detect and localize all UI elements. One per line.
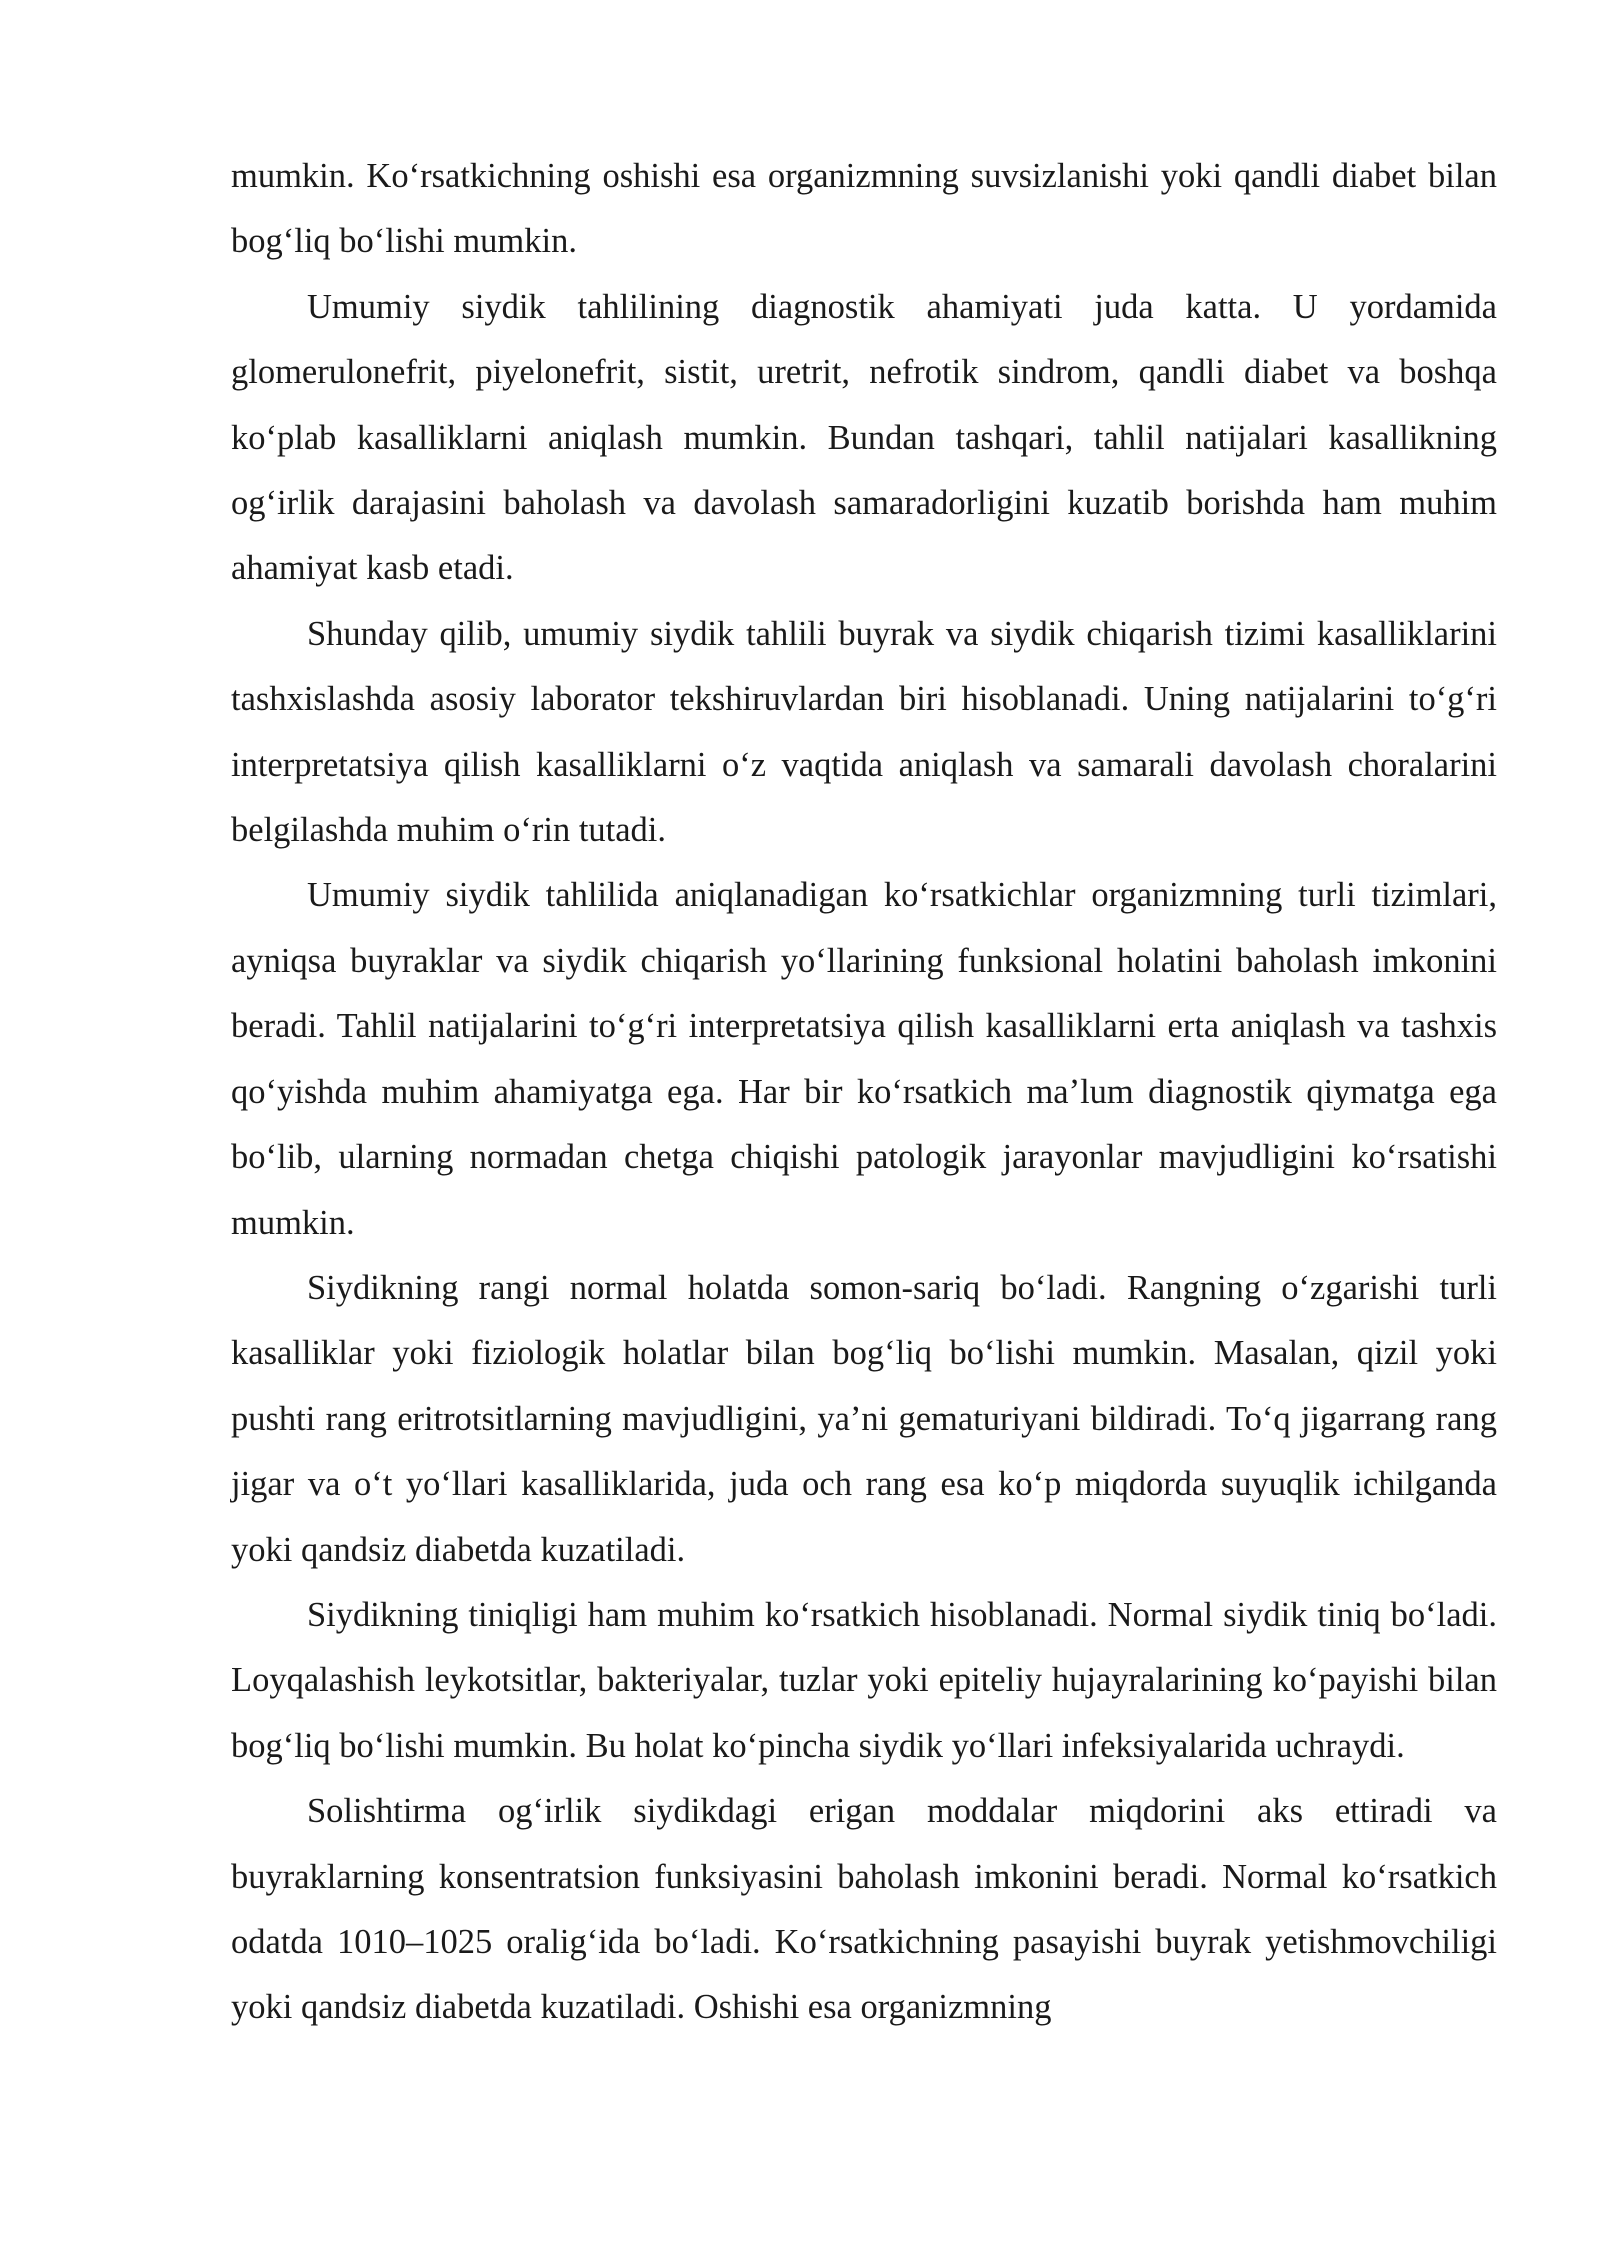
paragraph-urine-clarity: Siydikning tiniqligi ham muhim koʻrsatkich hisoblanadi. Normal siydik tiniq boʻladi. Loyqalashish leykotsitlar, bakteriyalar, tuzlar yoki epiteliy hujayralarining koʻpayishi bilan bogʻliq boʻlishi mumkin. Bu holat koʻpincha siydik yoʻllari infeksiyalarida uchraydi. xyxy=(231,1595,1497,1765)
paragraph-continuation: mumkin. Koʻrsatkichning oshishi esa organizmning suvsizlanishi yoki qandli diabet bilan bogʻliq boʻlishi mumkin. xyxy=(231,157,1497,261)
paragraph-indicators-overview: Umumiy siydik tahlilida aniqlanadigan koʻrsatkichlar organizmning turli tizimlari, ayniqsa buyraklar va siydik chiqarish yoʻllarining funksional holatini baholash imkonini beradi. Tahlil natijalarini toʻgʻri interpretatsiya qilish kasalliklarni erta aniqlash va tashxis qoʻyishda muhim ahamiyatga ega. Har bir koʻrsatkich maʼlum diagnostik qiymatga ega boʻlib, ularning normadan chetga chiqishi patologik jarayonlar mavjudligini koʻrsatishi mumkin. xyxy=(231,876,1497,1242)
paragraph-diagnostic-significance: Umumiy siydik tahlilining diagnostik ahamiyati juda katta. U yordamida glomerulonefrit, piyelonefrit, sistit, uretrit, nefrotik sindrom, qandli diabet va boshqa koʻplab kasalliklarni aniqlash mumkin. Bundan tashqari, tahlil natijalari kasallikning ogʻirlik darajasini baholash va davolash samaradorligini kuzatib borishda ham muhim ahamiyat kasb etadi. xyxy=(231,287,1497,588)
document-page xyxy=(231,144,1497,2041)
paragraph-urine-color: Siydikning rangi normal holatda somon-sariq boʻladi. Rangning oʻzgarishi turli kasalliklar yoki fiziologik holatlar bilan bogʻliq boʻlishi mumkin. Masalan, qizil yoki pushti rang eritrotsitlarning mavjudligini, yaʼni gematuriyani bildiradi. Toʻq jigarrang rang jigar va oʻt yoʻllari kasalliklarida, juda och rang esa koʻp miqdorda suyuqlik ichilganda yoki qandsiz diabetda kuzatiladi. xyxy=(231,1268,1497,1569)
paragraph-specific-gravity: Solishtirma ogʻirlik siydikdagi erigan moddalar miqdorini aks ettiradi va buyraklarning konsentratsion funksiyasini baholash imkonini beradi. Normal koʻrsatkich odatda 1010–1025 oraligʻida boʻladi. Koʻrsatkichning pasayishi buyrak yetishmovchiligi yoki qandsiz diabetda kuzatiladi. Oshishi esa organizmning xyxy=(231,1792,1497,2027)
paragraph-conclusion: Shunday qilib, umumiy siydik tahlili buyrak va siydik chiqarish tizimi kasalliklarini tashxislashda asosiy laborator tekshiruvlardan biri hisoblanadi. Uning natijalarini toʻgʻri interpretatsiya qilish kasalliklarni oʻz vaqtida aniqlash va samarali davolash choralarini belgilashda muhim oʻrin tutadi. xyxy=(231,614,1497,850)
